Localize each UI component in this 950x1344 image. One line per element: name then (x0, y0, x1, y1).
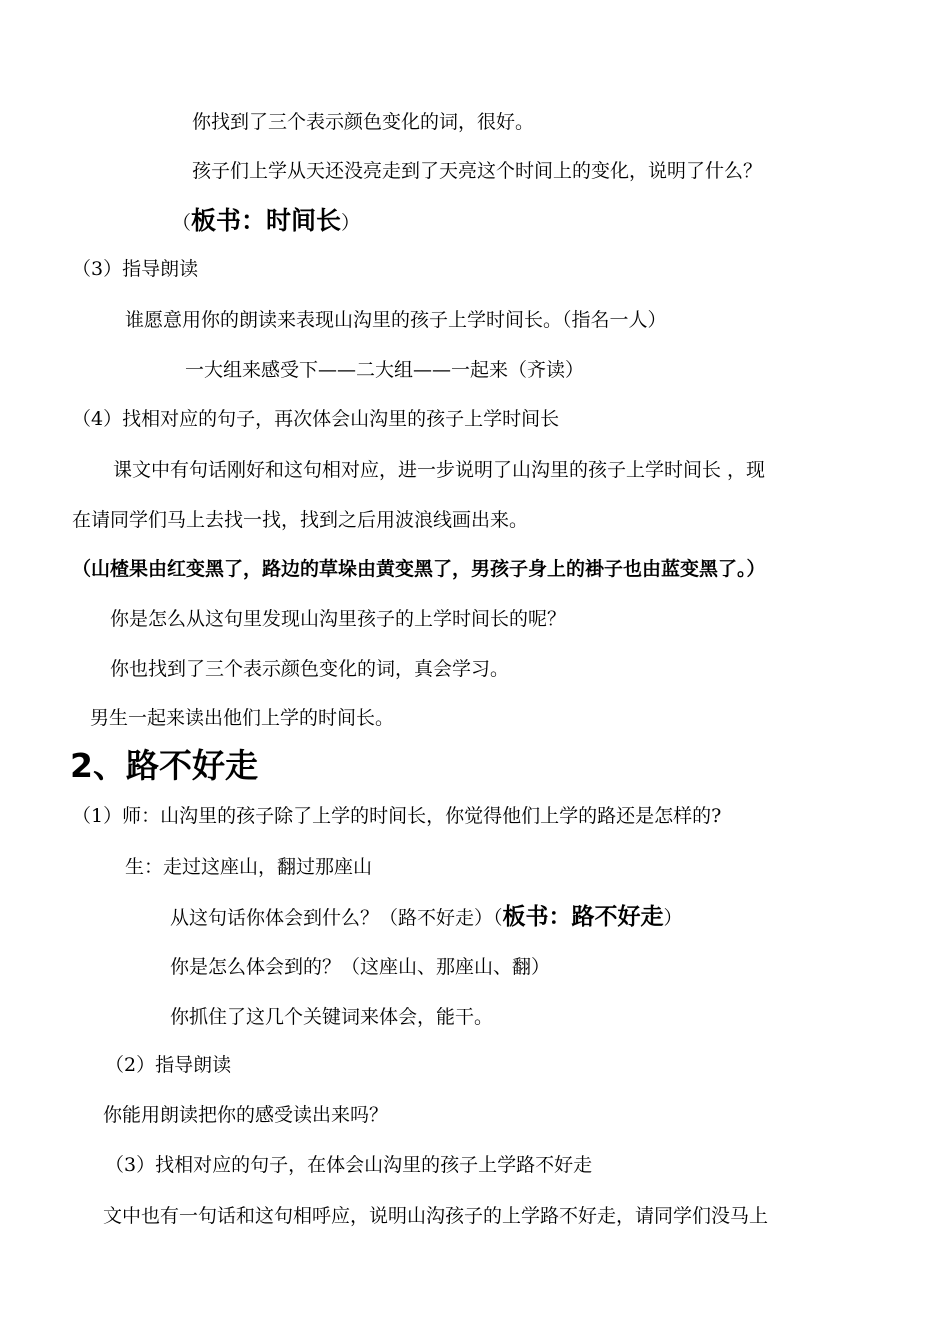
paragraph-with-board-note (170, 904, 683, 931)
section-item: （3）找相对应的句子，在体会山沟里的孩子上学路不好走 (105, 1154, 593, 1176)
bracket: ） (341, 212, 361, 234)
paragraph: 你找到了三个表示颜色变化的词，很好。 (192, 111, 535, 133)
paragraph: 你是怎么体会到的？（这座山、那座山、翻） (170, 956, 551, 978)
section-item: （1）师：山沟里的孩子除了上学的时间长，你觉得他们上学的路还是怎样的? (72, 805, 722, 827)
quoted-sentence: （山楂果由红变黑了，路边的草垛由黄变黑了，男孩子身上的褂子也由蓝变黑了。） (72, 558, 766, 580)
paragraph: 男生一起来读出他们上学的时间长。 (90, 707, 395, 729)
section-heading: 2、路不好走 (70, 746, 258, 785)
paragraph: 你抓住了这几个关键词来体会，能干。 (170, 1006, 494, 1028)
section-item: （4）找相对应的句子，再次体会山沟里的孩子上学时间长 (72, 408, 560, 430)
paragraph: 文中也有一句话和这句相呼应，说明山沟孩子的上学路不好走，请同学们没马上 (103, 1205, 769, 1227)
section-item: （3）指导朗读 (72, 258, 199, 280)
paragraph: 生：走过这座山，翻过那座山 (125, 856, 373, 878)
paragraph: 你是怎么从这句里发现山沟里孩子的上学时间长的呢？ (110, 608, 567, 630)
paragraph: 一大组来感受下——二大组——一起来（齐读） (185, 359, 585, 381)
paragraph: 你能用朗读把你的感受读出来吗？ (103, 1104, 389, 1126)
paragraph: 谁愿意用你的朗读来表现山沟里的孩子上学时间长。（指名一人） (125, 309, 667, 331)
board-note (172, 205, 360, 237)
board-text: 板书：时间长 (191, 206, 342, 235)
bracket: ） (663, 907, 683, 929)
board-text: 板书：路不好走 (502, 903, 664, 930)
question-text: 从这句话你体会到什么？（路不好走）（ (170, 907, 503, 929)
paragraph: 你也找到了三个表示颜色变化的词，真会学习。 (110, 658, 510, 680)
paragraph: 课文中有句话刚好和这句相对应，进一步说明了山沟里的孩子上学时间长 ，现 (113, 459, 766, 481)
bracket: （ (172, 212, 192, 234)
section-item: （2）指导朗读 (105, 1054, 232, 1076)
paragraph: 孩子们上学从天还没亮走到了天亮这个时间上的变化，说明了什么？ (192, 160, 763, 182)
paragraph: 在请同学们马上去找一找，找到之后用波浪线画出来。 (72, 509, 529, 531)
